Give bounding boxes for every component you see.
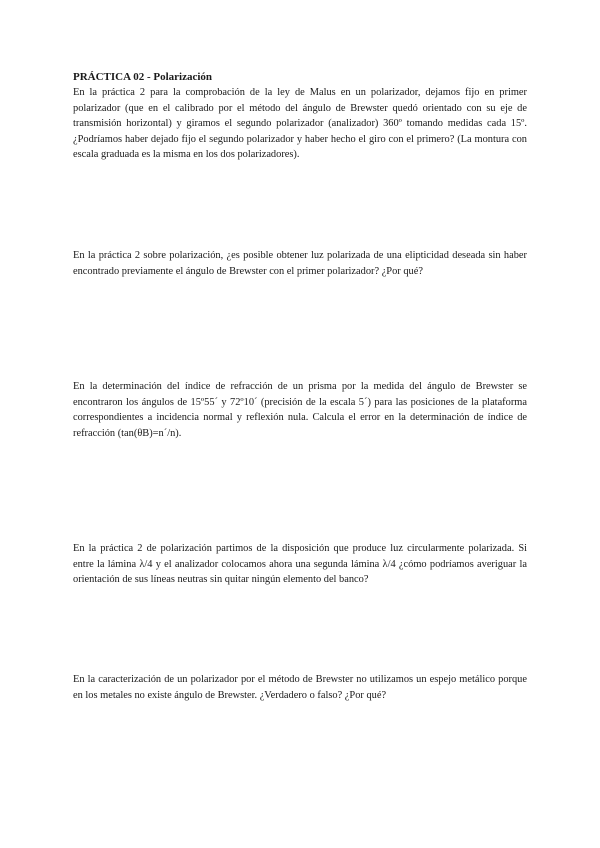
question-5: En la caracterización de un polarizador por el método de Brewster no utilizamos un espejo metálico porque en los metales no existe ángulo de Brewster. ¿Verdadero o falso? ¿Por qué? <box>73 674 527 701</box>
question-2: En la práctica 2 sobre polarización, ¿es posible obtener luz polarizada de una elipticidad deseada sin haber encontrado previamente el ángulo de Brewster con el primer polarizador? ¿Por qué? <box>73 250 527 277</box>
question-1: En la práctica 2 para la comprobación de la ley de Malus en un polarizador, dejamos fijo en primer polarizador (que en el calibrado por el método del ángulo de Brewster quedó orientado con su eje de transmisión horizontal) y giramos el segundo polarizador (analizador) 360º tomando medidas cada 15º. ¿Podríamos haber dejado fijo el segundo polarizador y haber hecho el giro con el primero? (La montura con escala graduada es la misma en los dos polarizadores). <box>73 87 527 160</box>
document-title: PRÁCTICA 02 - Polarización <box>73 71 213 83</box>
question-3: En la determinación del índice de refracción de un prisma por la medida del ángulo de Brewster se encontraron los ángulos de 15º55´ y 72º10´ (precisión de la escala 5´) para las posiciones de la plataforma correspondientes a incidencia normal y reflexión nula. Calcula el error en la determinación de índice de refracción (tan(θB)=n´/n). <box>73 381 527 439</box>
question-4: En la práctica 2 de polarización partimos de la disposición que produce luz circularmente polarizada. Si entre la lámina λ/4 y el analizador colocamos ahora una segunda lámina λ/4 ¿cómo podríamos averiguar la orientación de sus líneas neutras sin quitar ningún elemento del banco? <box>73 543 527 585</box>
